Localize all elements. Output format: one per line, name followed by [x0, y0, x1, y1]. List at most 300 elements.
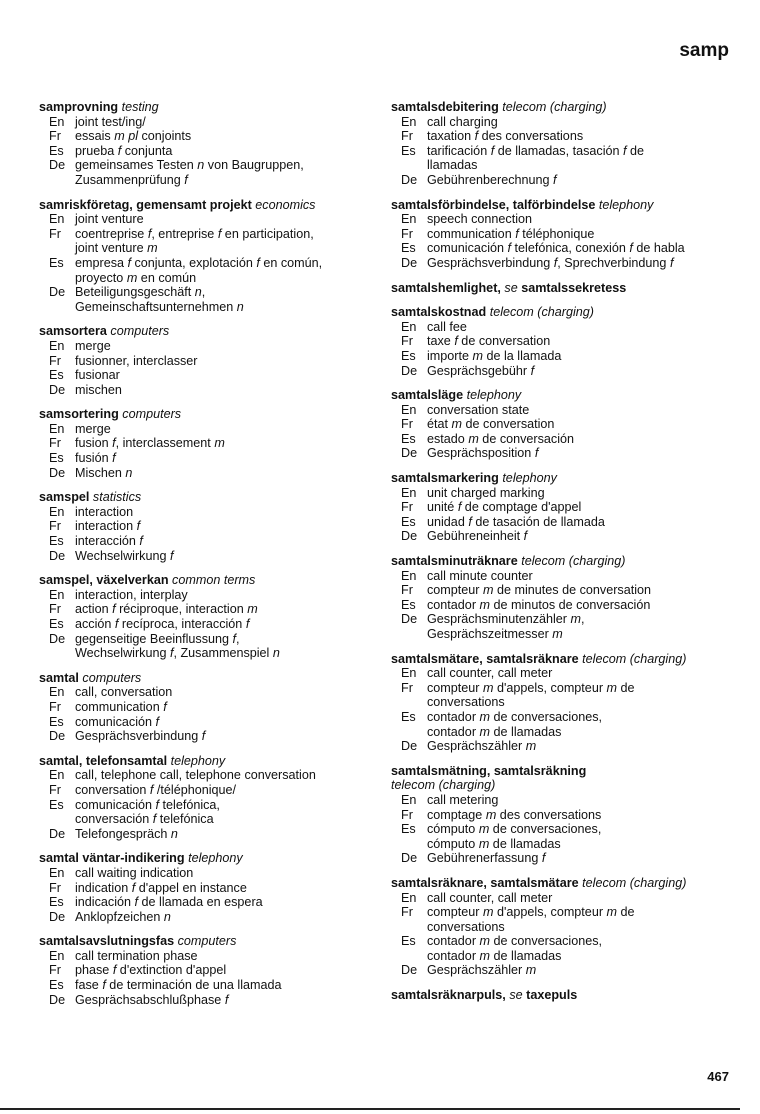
- translation-line: [391, 666, 731, 681]
- translation-text: [75, 422, 369, 437]
- gender-marker: f: [541, 851, 546, 866]
- translation-line: [391, 364, 731, 379]
- language-code: De: [401, 172, 418, 187]
- translation-fragment: Gebühreneinheit: [427, 529, 524, 544]
- entry-domain: computers: [110, 324, 170, 339]
- language-code: De: [49, 909, 66, 924]
- translation-fragment: essais: [75, 129, 115, 144]
- entry-term: samtalsmätning, samtalsräkning: [391, 763, 587, 778]
- translation-text: [75, 729, 369, 744]
- language-code: De: [49, 992, 66, 1007]
- translation-line: [39, 632, 369, 647]
- translation-continuation: [391, 837, 731, 852]
- translation-text: [427, 583, 731, 598]
- entry-term: samsortera: [39, 324, 107, 339]
- entry-domain: testing: [121, 100, 159, 114]
- translation-text: [427, 934, 731, 949]
- gender-marker: f: [474, 129, 479, 144]
- gender-marker: m: [606, 905, 618, 920]
- translation-fragment: importe: [427, 348, 473, 363]
- translation-line: [391, 569, 731, 584]
- language-code: Fr: [401, 500, 413, 515]
- translation-text: [427, 905, 731, 920]
- translation-continuation: [391, 627, 731, 642]
- translation-text: [427, 241, 731, 256]
- translation-text: [427, 681, 731, 696]
- translation-text: [427, 500, 731, 515]
- translation-line: [391, 822, 731, 837]
- dictionary-entry: [39, 490, 369, 563]
- language-code: Fr: [401, 129, 413, 144]
- translation-line: [39, 285, 369, 300]
- entry-headline: [391, 388, 731, 403]
- translation-line: [39, 227, 369, 242]
- entry-headline: [39, 934, 369, 949]
- translation-fragment: contador: [427, 948, 480, 963]
- gender-marker: m: [483, 583, 494, 598]
- gender-marker: f: [155, 714, 160, 729]
- language-code: Es: [401, 348, 416, 363]
- gender-marker: m: [483, 905, 494, 920]
- translation-fragment: conversation: [75, 782, 150, 797]
- gender-marker: m: [552, 627, 563, 641]
- translation-text: [75, 129, 369, 144]
- translation-fragment: de comptage d'appel: [461, 500, 582, 515]
- language-code: Fr: [49, 699, 61, 714]
- language-code: Es: [49, 978, 64, 993]
- translation-fragment: de terminación de una llamada: [105, 978, 282, 993]
- translation-fragment: comunicación: [75, 797, 156, 812]
- gender-marker: f: [155, 797, 160, 812]
- dictionary-entry: [391, 198, 731, 271]
- translation-line: [39, 505, 369, 520]
- entry-domain: telecom (charging): [582, 651, 687, 666]
- translation-fragment: joint venture: [75, 241, 148, 256]
- translation-fragment: de minutos de conversación: [490, 597, 651, 612]
- translation-text: [427, 144, 731, 159]
- translation-fragment: taxe: [427, 334, 455, 349]
- entry-domain: telecom (charging): [489, 305, 594, 320]
- translation-text: [75, 798, 369, 813]
- translation-text: [427, 851, 731, 866]
- translation-text: [75, 978, 369, 993]
- entry-term: samtalsavslutningsfas: [39, 934, 175, 949]
- translation-fragment: contador: [427, 709, 480, 724]
- translation-fragment: , entreprise: [151, 226, 218, 241]
- entry-domain: telephony: [598, 197, 654, 212]
- translation-fragment: conjunta, explotación: [131, 255, 257, 270]
- translation-line: [39, 144, 369, 159]
- translation-line: [39, 436, 369, 451]
- translation-text: [427, 320, 731, 335]
- translation-fragment: empresa: [75, 255, 128, 270]
- translation-fragment: comunicación: [75, 714, 156, 729]
- language-code: De: [49, 285, 66, 300]
- translation-fragment: fusion: [75, 436, 113, 451]
- gender-marker: f: [232, 631, 237, 646]
- translation-line: [391, 710, 731, 725]
- translation-fragment: Gebührenerfassung: [427, 851, 542, 866]
- language-code: Es: [49, 368, 64, 383]
- translation-line: [391, 432, 731, 447]
- translation-fragment: compteur: [427, 680, 483, 695]
- entry-term: samtalsläge: [391, 388, 464, 403]
- language-code: De: [49, 826, 66, 841]
- translation-line: [391, 793, 731, 808]
- gender-marker: f: [112, 436, 116, 451]
- translation-fragment: conversation state: [427, 402, 530, 417]
- translation-line: [39, 256, 369, 271]
- translation-line: [39, 715, 369, 730]
- translation-fragment: en común: [137, 270, 197, 285]
- translation-fragment: , interclassement: [115, 436, 215, 451]
- translation-fragment: ,: [236, 631, 240, 646]
- dictionary-entry: [391, 988, 731, 1003]
- translation-line: [391, 905, 731, 920]
- translation-fragment: de la llamada: [483, 348, 562, 363]
- translation-line: [39, 729, 369, 744]
- translation-fragment: mischen: [75, 382, 122, 397]
- entry-domain: computers: [122, 407, 182, 422]
- translation-fragment: de llamadas: [489, 836, 561, 851]
- translation-fragment: call metering: [427, 792, 499, 807]
- translation-fragment: Anklopfzeichen: [75, 909, 164, 924]
- gender-marker: f: [134, 895, 139, 910]
- gender-marker: f: [515, 226, 519, 241]
- language-code: Fr: [49, 129, 61, 144]
- translation-fragment: proyecto: [75, 270, 127, 285]
- gender-marker: f: [152, 812, 157, 827]
- gender-marker: f: [530, 363, 535, 378]
- translation-line: [39, 993, 369, 1008]
- entry-headline: [391, 988, 731, 1003]
- translation-text: [75, 285, 369, 300]
- language-code: De: [49, 158, 66, 173]
- language-code: Fr: [401, 417, 413, 432]
- entry-headline: [391, 305, 731, 320]
- dictionary-entry: [39, 198, 369, 315]
- gender-marker: m: [451, 417, 463, 432]
- translation-fragment: , Zusammenspiel: [173, 646, 273, 661]
- translation-fragment: action: [75, 602, 113, 617]
- gender-marker: m: [478, 822, 490, 837]
- entry-domain: telephony: [502, 471, 557, 486]
- gender-marker: f: [468, 514, 472, 529]
- dictionary-entry: [39, 934, 369, 1007]
- translation-fragment: Wechselwirkung: [75, 548, 170, 563]
- translation-text: [427, 515, 731, 530]
- guide-word: samp: [679, 40, 729, 61]
- translation-line: [39, 212, 369, 227]
- translation-line: [39, 881, 369, 896]
- entry-headline: [391, 471, 731, 486]
- dictionary-entry: [39, 754, 369, 842]
- language-code: Es: [401, 934, 416, 949]
- translation-line: [391, 227, 731, 242]
- gender-marker: f: [169, 548, 174, 563]
- translation-text: [427, 710, 731, 725]
- gender-marker: f: [112, 602, 116, 617]
- entry-term: samprovning: [39, 100, 119, 114]
- language-code: Es: [49, 451, 64, 466]
- language-code: De: [49, 382, 66, 397]
- translation-line: [39, 368, 369, 383]
- language-code: En: [49, 768, 65, 783]
- language-code: Es: [49, 255, 64, 270]
- language-code: En: [401, 568, 417, 583]
- translation-line: [391, 583, 731, 598]
- language-code: En: [49, 685, 65, 700]
- gender-marker: m: [479, 934, 491, 949]
- translation-text: [427, 349, 731, 364]
- translation-line: [39, 978, 369, 993]
- language-code: Es: [401, 822, 416, 837]
- language-code: De: [401, 255, 418, 270]
- translation-line: [391, 417, 731, 432]
- language-code: Es: [49, 714, 64, 729]
- language-code: En: [49, 421, 65, 436]
- translation-fragment: comunicación: [427, 241, 508, 256]
- translation-line: [391, 529, 731, 544]
- language-code: Es: [49, 617, 64, 631]
- translation-line: [391, 334, 731, 349]
- translation-text: [75, 768, 369, 783]
- translation-fragment: de conversaciones,: [490, 934, 603, 949]
- translation-line: [39, 768, 369, 783]
- translation-line: [39, 783, 369, 798]
- gender-marker: f: [147, 226, 152, 241]
- entry-term: samtalsförbindelse, talförbindelse: [391, 197, 596, 212]
- translation-fragment: Gebührenberechnung: [427, 172, 554, 187]
- translation-line: [391, 598, 731, 613]
- gender-marker: f: [139, 534, 143, 549]
- right-column: [391, 100, 731, 1013]
- translation-fragment: Gesprächsposition: [427, 446, 535, 461]
- translation-fragment: de: [626, 143, 645, 158]
- translation-text: [427, 486, 731, 501]
- translation-fragment: Zusammenprüfung: [75, 172, 185, 187]
- translation-line: [39, 354, 369, 369]
- translation-line: [391, 446, 731, 461]
- language-code: De: [401, 612, 418, 627]
- see-target: taxepuls: [526, 988, 578, 1003]
- translation-text: [427, 808, 731, 823]
- translation-fragment: call, conversation: [75, 685, 173, 700]
- translation-line: [39, 422, 369, 437]
- translation-fragment: Gesprächsabschlußphase: [75, 992, 225, 1007]
- translation-fragment: joint test/ing/: [75, 114, 146, 129]
- translation-fragment: call counter, call meter: [427, 666, 553, 681]
- language-code: En: [49, 212, 65, 227]
- gender-marker: f: [201, 729, 206, 744]
- translation-line: [391, 963, 731, 978]
- language-code: De: [401, 963, 418, 978]
- language-code: Fr: [401, 905, 413, 920]
- translation-line: [39, 588, 369, 603]
- translation-fragment: Gemeinschaftsunternehmen: [75, 299, 237, 314]
- gender-marker: f: [534, 446, 539, 461]
- dictionary-entry: [39, 324, 369, 397]
- translation-fragment: Mischen: [75, 465, 126, 480]
- translation-fragment: telefónica, conexión: [511, 241, 630, 256]
- translation-fragment: telefónica: [156, 812, 214, 827]
- translation-text: [75, 632, 369, 647]
- translation-text: [75, 212, 369, 227]
- page-number: 467: [707, 1069, 729, 1084]
- gender-marker: m: [483, 680, 494, 695]
- dictionary-entry: [391, 652, 731, 754]
- language-code: De: [401, 446, 418, 461]
- translation-fragment: Beteiligungsgeschäft: [75, 285, 195, 300]
- entry-domain: telecom (charging): [391, 778, 496, 793]
- language-code: Fr: [49, 519, 61, 534]
- translation-text: [427, 891, 731, 906]
- entry-headline: [391, 554, 731, 569]
- language-code: En: [49, 114, 65, 129]
- translation-continuation: [39, 812, 369, 827]
- translation-line: [391, 681, 731, 696]
- translation-text: [75, 256, 369, 271]
- translation-fragment: call fee: [427, 319, 467, 334]
- translation-text: [427, 403, 731, 418]
- translation-continuation: [391, 158, 731, 173]
- gender-marker: f: [245, 617, 250, 631]
- left-column: [39, 100, 369, 1017]
- translation-fragment: call, telephone call, telephone conversation: [75, 768, 316, 783]
- translation-fragment: Wechselwirkung: [75, 646, 170, 661]
- gender-marker: f: [553, 255, 558, 270]
- translation-text: [75, 436, 369, 451]
- gender-marker: f: [102, 978, 106, 993]
- dictionary-entry: [39, 851, 369, 924]
- translation-fragment: Gesprächszeitmesser: [427, 627, 553, 641]
- translation-text: [75, 910, 369, 925]
- translation-fragment: merge: [75, 338, 111, 353]
- translation-fragment: d'appels, compteur: [493, 680, 607, 695]
- translation-fragment: indicación: [75, 895, 135, 910]
- translation-fragment: en participation,: [221, 226, 314, 241]
- translation-line: [39, 949, 369, 964]
- translation-fragment: compteur: [427, 905, 483, 920]
- translation-text: [75, 827, 369, 842]
- gender-marker: n: [170, 826, 178, 841]
- entry-domain: telecom (charging): [582, 875, 687, 890]
- entry-term: samspel, växelverkan: [39, 573, 169, 588]
- translation-text: [75, 895, 369, 910]
- gender-marker: m: [525, 739, 537, 754]
- language-code: En: [49, 504, 65, 519]
- translation-line: [391, 500, 731, 515]
- translation-fragment: en común,: [259, 255, 323, 270]
- entry-term: samspel: [39, 490, 90, 505]
- language-code: Fr: [401, 680, 413, 695]
- language-code: En: [401, 666, 417, 681]
- translation-text: [75, 949, 369, 964]
- translation-fragment: call charging: [427, 114, 498, 129]
- translation-line: [39, 910, 369, 925]
- translation-fragment: Gesprächszähler: [427, 739, 526, 754]
- translation-text: [75, 588, 369, 603]
- language-code: Es: [49, 797, 64, 812]
- translation-fragment: taxation: [427, 129, 475, 144]
- language-code: En: [401, 212, 417, 227]
- translation-line: [39, 866, 369, 881]
- translation-fragment: Telefongespräch: [75, 826, 171, 841]
- gender-marker: f: [457, 500, 462, 515]
- gender-marker: m: [214, 436, 225, 451]
- translation-fragment: conjunta: [121, 143, 173, 158]
- bottom-rule: [0, 1108, 740, 1110]
- see-reference: se: [504, 280, 518, 295]
- dictionary-entry: [391, 388, 731, 461]
- translation-line: [39, 534, 369, 549]
- translation-text: [75, 158, 369, 173]
- translation-line: [39, 617, 369, 632]
- translation-fragment: contador: [427, 934, 480, 949]
- entry-term: samtalskostnad: [391, 305, 487, 320]
- translation-fragment: communication: [75, 699, 164, 714]
- translation-continuation: [391, 695, 731, 710]
- entry-headline: [391, 876, 731, 891]
- translation-fragment: fase: [75, 978, 103, 993]
- gender-marker: f: [136, 519, 141, 534]
- gender-marker: f: [217, 226, 222, 241]
- translation-text: [427, 432, 731, 447]
- translation-line: [39, 602, 369, 617]
- translation-fragment: Gesprächsgebühr: [427, 363, 531, 378]
- translation-text: [75, 617, 369, 632]
- language-code: Es: [401, 431, 416, 446]
- translation-text: [75, 144, 369, 159]
- translation-line: [391, 256, 731, 271]
- dictionary-entry: [391, 554, 731, 642]
- dictionary-entry: [391, 100, 731, 188]
- translation-fragment: speech connection: [427, 212, 533, 227]
- translation-line: [39, 827, 369, 842]
- translation-line: [391, 934, 731, 949]
- gender-marker: f: [224, 992, 229, 1007]
- gender-marker: f: [629, 241, 633, 256]
- translation-text: [427, 446, 731, 461]
- translation-line: [391, 403, 731, 418]
- translation-text: [75, 451, 369, 466]
- gender-marker: f: [163, 699, 167, 714]
- translation-continuation: [39, 646, 369, 661]
- translation-line: [39, 798, 369, 813]
- dictionary-entry: [39, 100, 369, 188]
- language-code: En: [401, 114, 417, 129]
- translation-fragment: prueba: [75, 143, 118, 158]
- translation-fragment: merge: [75, 421, 111, 436]
- translation-fragment: gegenseitige Beeinflussung: [75, 631, 233, 646]
- dictionary-entry: [391, 471, 731, 544]
- see-target: samtalssekretess: [521, 280, 627, 295]
- translation-line: [391, 212, 731, 227]
- gender-marker: m: [479, 724, 491, 739]
- translation-fragment: unidad: [427, 514, 469, 529]
- entry-term: samtalsmarkering: [391, 471, 499, 486]
- translation-text: [75, 466, 369, 481]
- translation-fragment: cómputo: [427, 836, 479, 851]
- entry-domain: computers: [82, 670, 142, 685]
- entry-term: samtalsräknarpuls,: [391, 988, 506, 1003]
- translation-fragment: interaction, interplay: [75, 587, 188, 602]
- translation-line: [391, 173, 731, 188]
- translation-fragment: unité: [427, 500, 458, 515]
- translation-fragment: conjoints: [138, 129, 192, 144]
- translation-text: [427, 129, 731, 144]
- translation-text: [427, 739, 731, 754]
